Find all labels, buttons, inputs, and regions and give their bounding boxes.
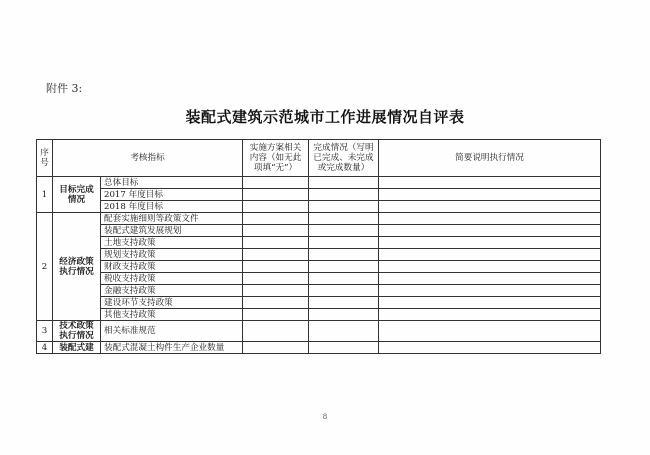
document-title: 装配式建筑示范城市工作进展情况自评表 (185, 108, 465, 126)
done-cell[interactable] (309, 249, 379, 261)
desc-cell[interactable] (379, 213, 601, 225)
table-row (37, 177, 601, 189)
done-cell[interactable] (309, 261, 379, 273)
plan-cell[interactable] (243, 309, 309, 321)
self-evaluation-table (36, 139, 601, 354)
indicator-cell: 土地支持政策 (101, 237, 243, 249)
indicator-cell: 装配式混凝土构件生产企业数量 (101, 342, 243, 354)
table-row (37, 273, 601, 285)
desc-cell[interactable] (379, 237, 601, 249)
indicator-cell: 2017 年度目标 (101, 189, 243, 201)
table-row (37, 321, 601, 342)
desc-cell[interactable] (379, 297, 601, 309)
plan-cell[interactable] (243, 249, 309, 261)
table-row (37, 213, 601, 225)
category-cell: 目标完成情况 (53, 177, 101, 213)
row-number: 2 (37, 213, 53, 321)
indicator-cell: 相关标准规范 (101, 321, 243, 342)
done-cell[interactable] (309, 213, 379, 225)
desc-cell[interactable] (379, 177, 601, 189)
done-cell[interactable] (309, 237, 379, 249)
done-cell[interactable] (309, 321, 379, 342)
indicator-cell: 财政支持政策 (101, 261, 243, 273)
done-cell[interactable] (309, 342, 379, 354)
plan-cell[interactable] (243, 285, 309, 297)
indicator-cell: 总体目标 (101, 177, 243, 189)
indicator-cell: 装配式建筑发展规划 (101, 225, 243, 237)
plan-cell[interactable] (243, 342, 309, 354)
table-row (37, 342, 601, 354)
header-done: 完成情况（写明已完成、未完成或完成数量） (309, 140, 379, 177)
done-cell[interactable] (309, 189, 379, 201)
desc-cell[interactable] (379, 309, 601, 321)
category-cell: 技术政策执行情况 (53, 321, 101, 342)
table-row (37, 249, 601, 261)
desc-cell[interactable] (379, 225, 601, 237)
desc-cell[interactable] (379, 249, 601, 261)
header-num: 序号 (37, 140, 53, 177)
done-cell[interactable] (309, 309, 379, 321)
page-number: 8 (322, 413, 328, 421)
indicator-cell: 金融支持政策 (101, 285, 243, 297)
table-row (37, 309, 601, 321)
done-cell[interactable] (309, 297, 379, 309)
table-row (37, 225, 601, 237)
category-cell: 装配式建 (53, 342, 101, 354)
row-number: 1 (37, 177, 53, 213)
done-cell[interactable] (309, 201, 379, 213)
done-cell[interactable] (309, 273, 379, 285)
desc-cell[interactable] (379, 189, 601, 201)
indicator-cell: 配套实施细则等政策文件 (101, 213, 243, 225)
table-row (37, 297, 601, 309)
indicator-cell: 税收支持政策 (101, 273, 243, 285)
header-plan: 实施方案相关内容（如无此项填“无”） (243, 140, 309, 177)
table-row (37, 237, 601, 249)
header-item: 考核指标 (53, 140, 243, 177)
table-row (37, 261, 601, 273)
attachment-label: 附件 3: (46, 82, 83, 95)
table-row (37, 201, 601, 213)
indicator-cell: 2018 年度目标 (101, 201, 243, 213)
header-desc: 简要说明执行情况 (379, 140, 601, 177)
row-number: 4 (37, 342, 53, 354)
indicator-cell: 规划支持政策 (101, 249, 243, 261)
done-cell[interactable] (309, 177, 379, 189)
indicator-cell: 其他支持政策 (101, 309, 243, 321)
desc-cell[interactable] (379, 261, 601, 273)
plan-cell[interactable] (243, 273, 309, 285)
indicator-cell: 建设环节支持政策 (101, 297, 243, 309)
plan-cell[interactable] (243, 237, 309, 249)
plan-cell[interactable] (243, 225, 309, 237)
desc-cell[interactable] (379, 201, 601, 213)
table-header-row (37, 140, 601, 177)
plan-cell[interactable] (243, 201, 309, 213)
plan-cell[interactable] (243, 213, 309, 225)
table-body (37, 177, 601, 354)
plan-cell[interactable] (243, 321, 309, 342)
table-row (37, 189, 601, 201)
desc-cell[interactable] (379, 273, 601, 285)
done-cell[interactable] (309, 285, 379, 297)
table-row (37, 285, 601, 297)
done-cell[interactable] (309, 225, 379, 237)
plan-cell[interactable] (243, 297, 309, 309)
plan-cell[interactable] (243, 261, 309, 273)
plan-cell[interactable] (243, 177, 309, 189)
desc-cell[interactable] (379, 285, 601, 297)
desc-cell[interactable] (379, 342, 601, 354)
row-number: 3 (37, 321, 53, 342)
category-cell: 经济政策执行情况 (53, 213, 101, 321)
plan-cell[interactable] (243, 189, 309, 201)
desc-cell[interactable] (379, 321, 601, 342)
